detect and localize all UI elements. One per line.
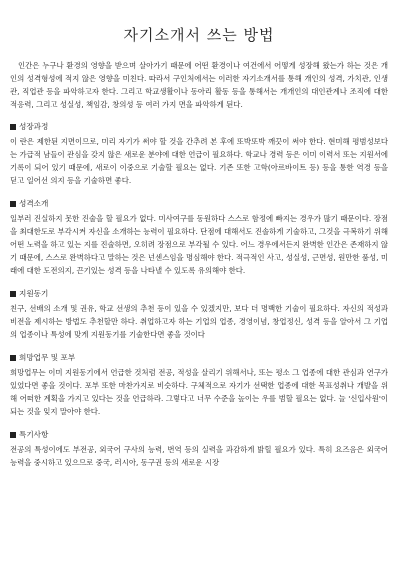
section-heading (10, 352, 388, 363)
square-bullet-icon (10, 124, 16, 130)
section-body: 희망업무는 이미 지원동기에서 언급한 것처럼 전공, 적성을 살리기 위해서나, 또는 평소 그 업종에 대한 관심과 연구가 있었다면 좋을 것이다. 포부 또한 마찬가지로 비슷하다. 구체적으로 자기가 선택한 업종에 대한 목표성취나 개발을 위해 어떠한 계획을 가지고 있다는 것을 언급하라. 그렇다고 너무 수준을 높이는 우를 범할 필요는 없다. 늘 '신입사원'이 되는 것을 잊지 말아야 한다. (10, 368, 388, 416)
section-heading-text: 희망업무 및 포부 (19, 353, 76, 362)
section-body: 일부러 진실하지 못한 진술을 할 필요가 없다. 미사여구를 동원하다 스스로 함정에 빠지는 경우가 많기 때문이다. 장점을 최대한도로 부각시켜 자신을 소개하는 능력이 필요하다. 단점에 대해서도 진솔하게 기술하고, 그것을 극복하기 위해 어떤 노력을 하고 있는 지를 진술하면, 오히려 장점으로 부각될 수 있다. 어느 경우에서든지 완벽한 인간은 존재하지 않기 때문에, 스스로 완벽하다고 말하는 것은 넌센스임을 명심해야 한다. 적극적인 사고, 성실성, 근면성, 원만한 품성, 미래에 대한 도전의지, 끈기있는 성격 등을 나타낼 수 있도록 유의해야 한다. (10, 214, 388, 275)
section-heading (10, 288, 388, 299)
square-bullet-icon (10, 432, 16, 438)
section-heading (10, 121, 388, 132)
section-heading (10, 198, 388, 209)
intro-paragraph: 인간은 누구나 환경의 영향을 받으며 살아가기 때문에 어떤 환경이나 여건에서 어떻게 성장해 왔는가 하는 것은 개인의 성격형성에 적지 않은 영향을 미친다. 따라서 구인처에서는 이러한 자기소개서를 통해 개인의 성격, 가치관, 인생관, 직업관 등을 파악하고자 한다. 그리고 학교생활이나 동아리 활동 등을 통해서는 개개인의 대인관계나 조직에 대한 적응력, 그리고 성실성, 책임감, 창의성 등 여러 가지 면을 파악하게 된다. (10, 61, 388, 109)
section-heading (10, 429, 388, 440)
section-heading-text: 성장과정 (19, 122, 49, 131)
section-heading-text: 특기사항 (19, 430, 49, 439)
section-heading-text: 성격소개 (19, 199, 49, 208)
section-motivation (10, 288, 388, 341)
section-body: 이 란은 제한된 지면이므로, 미리 자기가 써야 할 것을 간추려 본 후에 또박또박 깨끗이 써야 한다. 현미해 평범성보다는 가급적 남들이 관심을 갖지 않은 새로운 분야에 대한 언급이 필요하다. 학교나 경력 등은 이미 이력서 또는 지원서에 기록이 되어 있기 때문에, 새로이 이중으로 기술할 필요는 없다. 기존 또한 고학(아르바이트 등) 등을 통한 역경 등을 딛고 일어선 의지 등을 기술하면 좋다. (10, 137, 388, 185)
section-growth (10, 121, 388, 187)
section-personality (10, 198, 388, 277)
document-title: 자기소개서 쓰는 방법 (123, 26, 275, 44)
square-bullet-icon (10, 291, 16, 297)
section-aspiration (10, 352, 388, 418)
section-special-skills (10, 429, 388, 469)
section-heading-text: 지원동기 (19, 289, 49, 298)
section-body: 전공의 특성이에도 부전공, 외국어 구사의 능력, 번역 등의 실력을 과감하게 밝힐 필요가 있다. 특히 요즈음은 외국어 능력을 중시하고 있으므로 중국, 러시아, 동구권 등의 새로운 시장 (10, 445, 388, 467)
section-body: 친구, 선배의 소개 및 권유, 학교 선생의 추천 등이 있을 수 있겠지만, 보다 더 명백한 기술이 필요하다. 자신의 적성과 비전을 제시하는 방법도 추천할만 하다. 취업하고자 하는 기업의 업종, 경영이념, 창업정신, 성격 등을 알아서 그 기업의 업종이나 특성에 맞게 지원동기를 기술한다면 좋을 것이다 (10, 304, 388, 339)
square-bullet-icon (10, 201, 16, 207)
square-bullet-icon (10, 355, 16, 361)
